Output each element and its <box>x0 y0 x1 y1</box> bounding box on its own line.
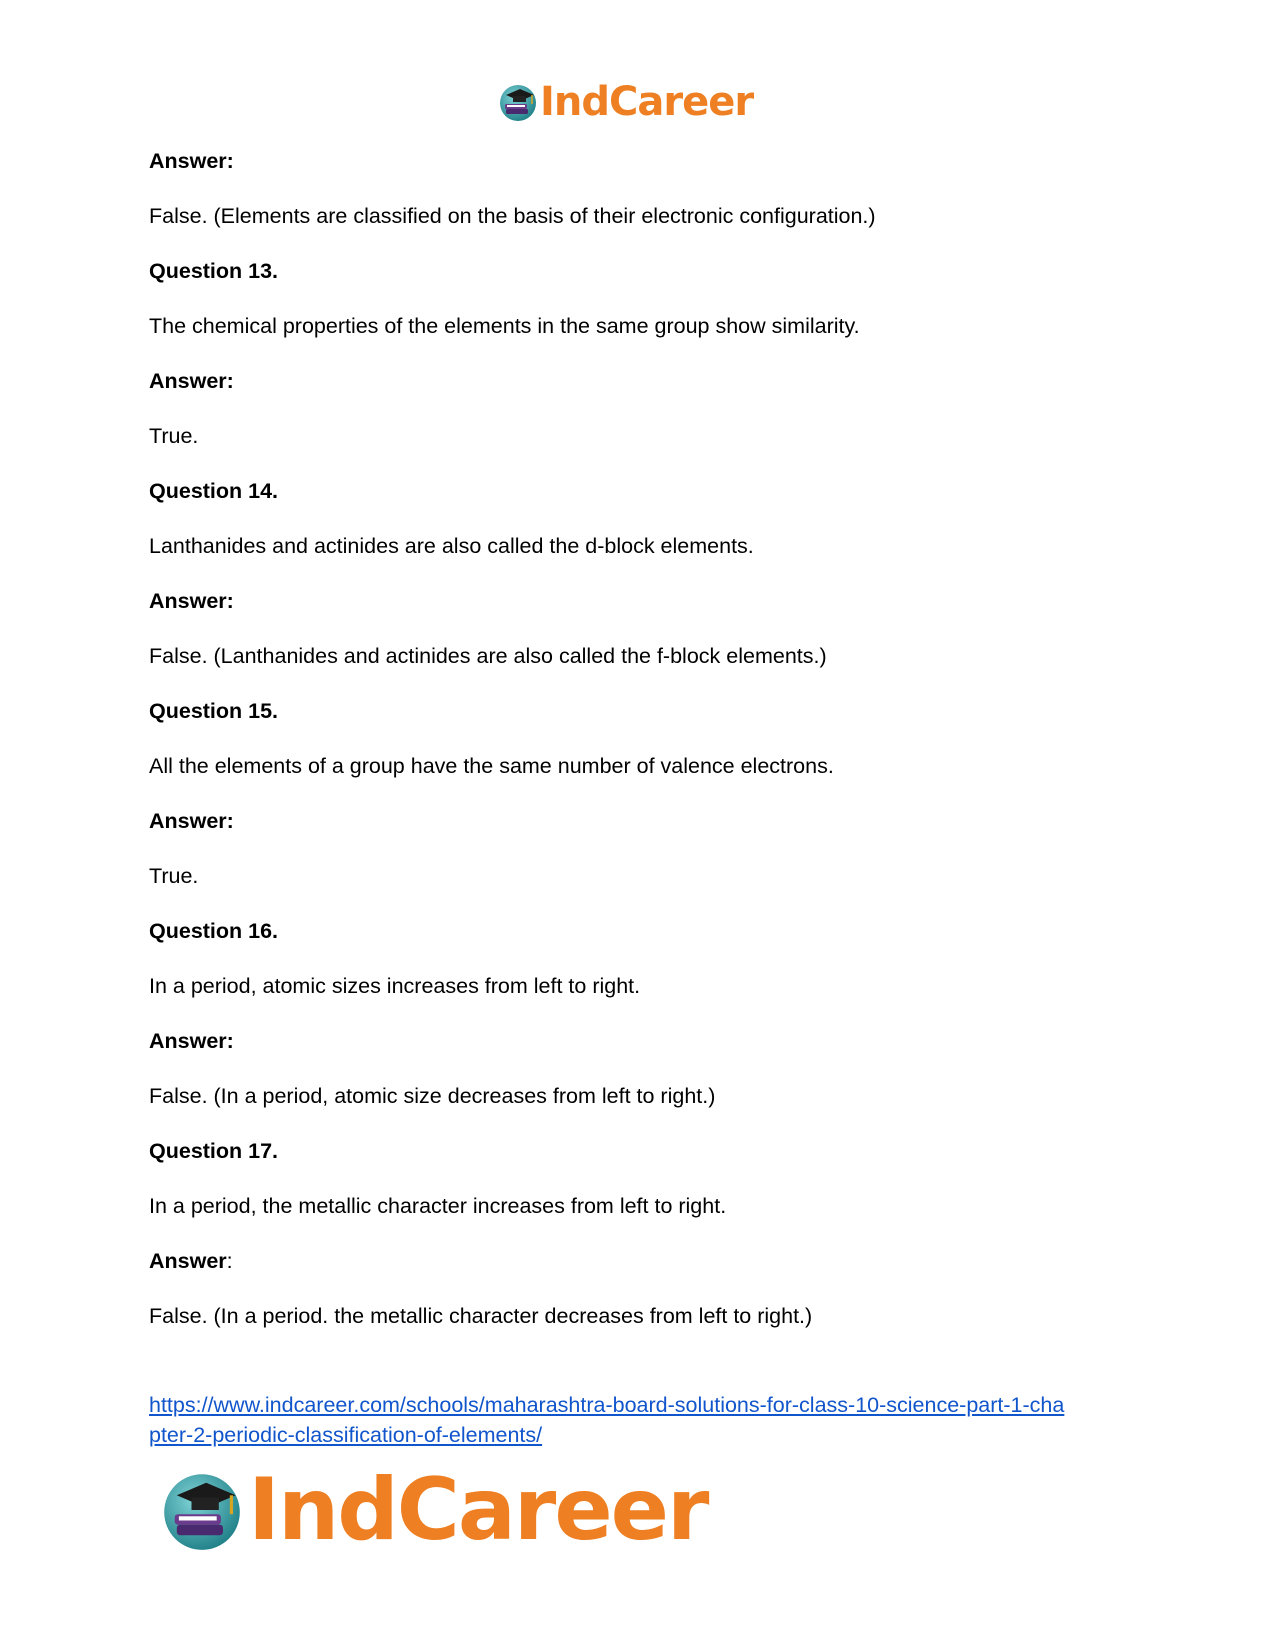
answer-label <box>149 1246 1129 1276</box>
question-heading: Question 15. <box>149 699 279 723</box>
answer-label: Answer: <box>149 369 234 393</box>
source-link-line-1: https://www.indcareer.com/schools/maharashtra-board-solutions-for-class-10-science-part-1-cha <box>149 1393 1065 1417</box>
question-heading: Question 14. <box>149 479 279 503</box>
source-link-line-2: pter-2-periodic-classification-of-elements/ <box>149 1423 543 1447</box>
answer-label-colon: : <box>226 1249 233 1273</box>
answer-text: True. <box>149 424 199 448</box>
answer-label: Answer: <box>149 589 234 613</box>
question-heading: Question 13. <box>149 259 279 283</box>
answer-label-text: Answer <box>149 1249 227 1273</box>
footer-logo-text: IndCareer <box>248 1460 708 1560</box>
header-logo-text: IndCareer <box>540 79 754 125</box>
answer-text: False. (In a period, atomic size decreases from left to right.) <box>149 1084 716 1108</box>
answer-label: Answer: <box>149 809 234 833</box>
answer-label: Answer: <box>149 149 234 173</box>
answer-text: True. <box>149 864 199 888</box>
answer-text: False. (In a period. the metallic character decreases from left to right.) <box>149 1304 813 1328</box>
source-link[interactable] <box>149 1390 1129 1450</box>
question-text: In a period, atomic sizes increases from left to right. <box>149 974 641 998</box>
question-text: Lanthanides and actinides are also called the d-block elements. <box>149 534 754 558</box>
document-body <box>149 146 1129 1356</box>
question-heading: Question 17. <box>149 1139 279 1163</box>
question-text: In a period, the metallic character increases from left to right. <box>149 1194 727 1218</box>
header-logo <box>498 78 753 126</box>
graduation-cap-book-globe-icon <box>498 82 538 122</box>
question-text: The chemical properties of the elements in the same group show similarity. <box>149 314 860 338</box>
question-heading: Question 16. <box>149 919 279 943</box>
graduation-cap-book-globe-icon <box>160 1468 244 1552</box>
answer-label: Answer: <box>149 1029 234 1053</box>
footer-logo <box>160 1462 707 1558</box>
question-text: All the elements of a group have the same number of valence electrons. <box>149 754 834 778</box>
answer-text: False. (Elements are classified on the basis of their electronic configuration.) <box>149 204 876 228</box>
answer-text: False. (Lanthanides and actinides are also called the f-block elements.) <box>149 644 827 668</box>
